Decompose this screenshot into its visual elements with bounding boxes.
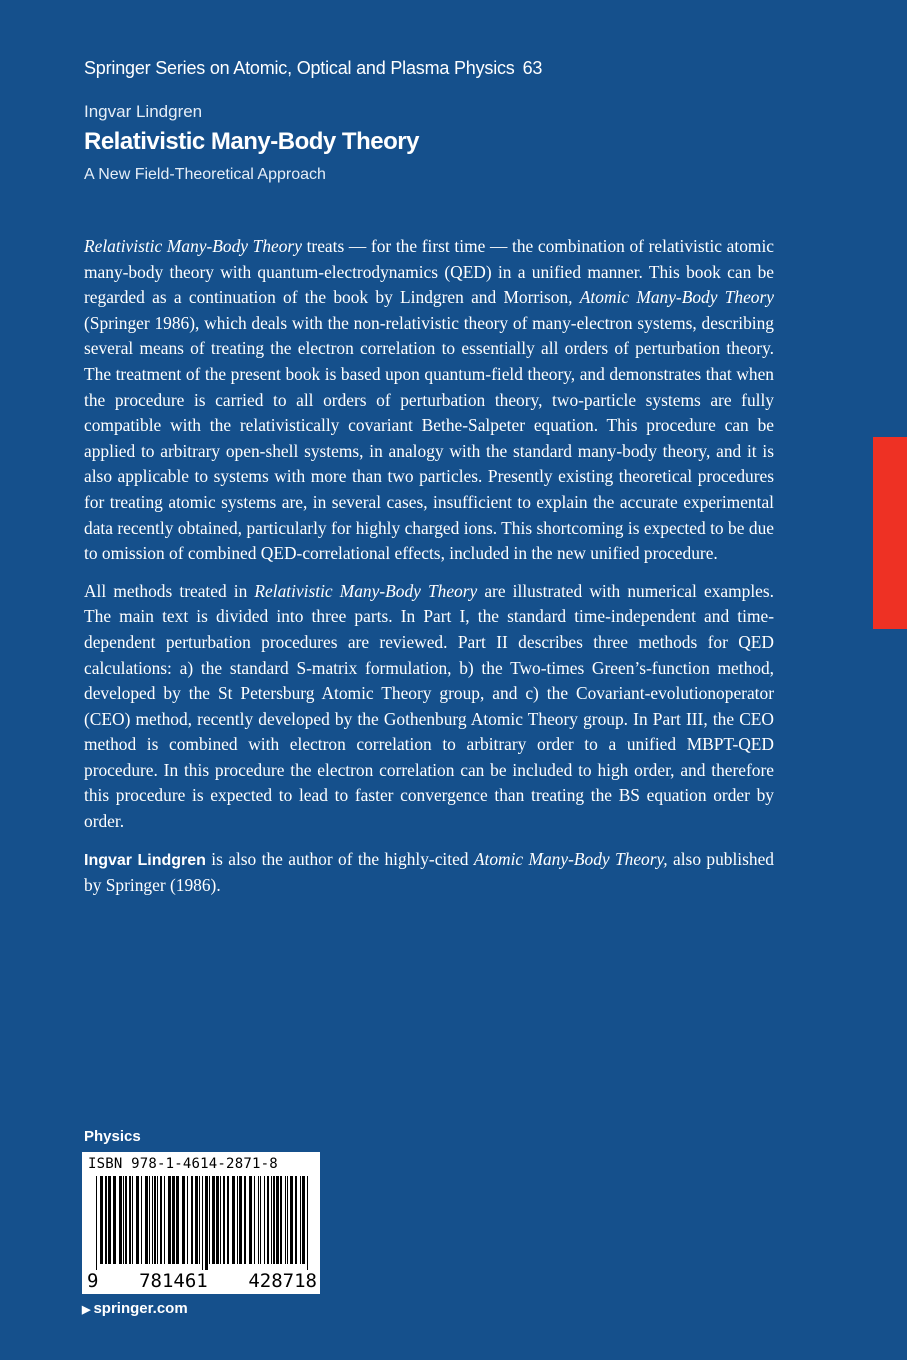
barcode-bar <box>300 1176 301 1264</box>
barcode-bar <box>271 1176 272 1264</box>
paragraph-text: All methods treated in <box>84 580 255 601</box>
series-name: Springer Series on Atomic, Optical and Plasma Physics <box>84 58 515 78</box>
barcode-bar <box>212 1176 215 1264</box>
author-note <box>84 847 774 899</box>
barcode-bar <box>285 1176 286 1264</box>
blurb-paragraph-1 <box>84 234 774 567</box>
barcode-bar <box>220 1176 221 1264</box>
barcode-bar <box>123 1176 124 1264</box>
barcode-bar <box>172 1176 175 1264</box>
barcode-bar <box>149 1176 150 1264</box>
barcode-bar <box>302 1176 305 1264</box>
barcode-bar <box>96 1176 97 1276</box>
italic-lead: Relativistic Many-Body Theory <box>84 236 302 256</box>
barcode-bar <box>164 1176 165 1264</box>
barcode-digit-group: 781461 <box>139 1270 208 1292</box>
barcode-bar <box>258 1176 259 1264</box>
series-line <box>84 58 542 79</box>
barcode-digit-group: 428718 <box>248 1270 317 1292</box>
barcode-bar <box>209 1176 210 1264</box>
barcode-bar <box>152 1176 153 1264</box>
paragraph-text: also published by Springer (1986). <box>84 848 775 896</box>
barcode-bar <box>145 1176 148 1264</box>
paragraph-text: (Springer 1986), which deals with the non-relativistic theory of many-electron systems, describing several means of treating the electron correlation to essentially all orders of perturbation theory. The treatment of the present book is based upon quantum-field theory, and demonstrates that when the procedure is carried to all orders of perturbation theory, two-particle systems are fully compatible with the relativistically covariant Bethe-Salpeter equation. This procedure can be applied to arbitrary open-shell systems, in analogy with the standard many-body theory, and it is also applicable to systems with more than two particles. Presently existing theoretical procedures for treating atomic systems are, in several cases, insufficient to explain the accurate experimental data recently obtained, particularly for highly charged ions. This shortcoming is expected to be due to omission of combined QED-correlational effects, included in the new unified procedure. <box>84 312 774 564</box>
barcode-bar <box>168 1176 171 1264</box>
book-subtitle: A New Field-Theoretical Approach <box>84 166 326 183</box>
barcode-bar <box>244 1176 246 1264</box>
barcode-bar <box>223 1176 225 1264</box>
barcode-bar <box>276 1176 279 1264</box>
barcode-bar <box>295 1176 297 1264</box>
subject-label: Physics <box>84 1128 141 1145</box>
blurb-paragraph-2 <box>84 579 774 835</box>
barcode-bars <box>94 1176 314 1276</box>
barcode-bar <box>157 1176 158 1264</box>
barcode-bar <box>254 1176 255 1264</box>
barcode-bar <box>141 1176 142 1264</box>
paragraph-text: treats — for the first time — the combination of relativistic atomic many-body theory with quantum-electrodynamics (QED) in a unified manner. This book can be regarded as a continuation of the book by Lindgren and Morrison, <box>84 236 774 308</box>
author-bold: Ingvar Lindgren <box>84 851 206 869</box>
barcode-bar <box>154 1176 156 1264</box>
publisher-link[interactable] <box>82 1300 188 1317</box>
barcode-bar <box>105 1176 107 1264</box>
publisher-link-text: springer.com <box>93 1300 188 1317</box>
barcode-digits <box>86 1270 318 1292</box>
blurb <box>84 234 774 911</box>
barcode-bar <box>160 1176 162 1264</box>
barcode-bar <box>232 1176 235 1264</box>
barcode-bar <box>191 1176 193 1264</box>
barcode-bar <box>100 1176 103 1264</box>
barcode-bar <box>227 1176 229 1264</box>
barcode-bar <box>307 1176 308 1276</box>
barcode-digit-group: 9 <box>87 1270 99 1292</box>
red-spine-tab <box>873 437 907 629</box>
paragraph-text: is also the author of the highly-cited <box>205 848 474 869</box>
barcode-bar <box>195 1176 198 1264</box>
barcode-bar <box>249 1176 252 1264</box>
italic-reference: Relativistic Many-Body Theory <box>254 580 478 601</box>
barcode-bar <box>237 1176 238 1264</box>
barcode-bar <box>132 1176 133 1264</box>
barcode-bar <box>264 1176 265 1264</box>
book-title: Relativistic Many-Body Theory <box>84 128 419 155</box>
barcode-bar <box>108 1176 111 1264</box>
triangle-right-icon: ▶ <box>82 1304 91 1316</box>
series-number: 63 <box>522 58 543 78</box>
barcode-bar <box>113 1176 116 1264</box>
paragraph-text: are illustrated with numerical examples. The main text is divided into three parts. In Part I, the standard time-independent and time-dependent perturbation procedures are reviewed. Part II describes three methods for QED calculations: a) the standard S-matrix formulation, b) the Two-times Green’s-function method, developed by the St Petersburg Atomic Theory group, and c) the Covariant-evolutionoperator (CEO) method, recently developed by the Gothenburg Atomic Theory group. In Part III, the CEO method is combined with electron correlation to arbitrary order to a unified MBPT-QED procedure. In this procedure the electron correlation can be included to high order, and therefore this procedure is expected to lead to faster convergence than treating the BS equation order by order. <box>84 580 774 832</box>
barcode-bar <box>205 1176 208 1276</box>
barcode-bar <box>287 1176 288 1264</box>
italic-reference: Atomic Many-Body Theory <box>579 287 774 308</box>
barcode-bar <box>260 1176 261 1264</box>
barcode-bar <box>182 1176 185 1264</box>
italic-reference: Atomic Many-Body Theory, <box>473 848 668 869</box>
barcode-bar <box>216 1176 219 1264</box>
isbn-barcode <box>82 1152 320 1294</box>
barcode-bar <box>129 1176 131 1264</box>
barcode-bar <box>280 1176 282 1264</box>
barcode-bar <box>176 1176 179 1264</box>
barcode-bar <box>202 1176 203 1276</box>
barcode-bar <box>267 1176 269 1264</box>
barcode-bar <box>290 1176 293 1264</box>
isbn-label: ISBN 978-1-4614-2871-8 <box>88 1156 278 1172</box>
barcode-bar <box>125 1176 127 1264</box>
author-name: Ingvar Lindgren <box>84 102 203 121</box>
barcode-bar <box>187 1176 188 1264</box>
barcode-bar <box>239 1176 242 1264</box>
barcode-bar <box>136 1176 139 1264</box>
barcode-bar <box>273 1176 275 1264</box>
barcode-bar <box>199 1176 200 1264</box>
barcode-bar <box>119 1176 122 1264</box>
